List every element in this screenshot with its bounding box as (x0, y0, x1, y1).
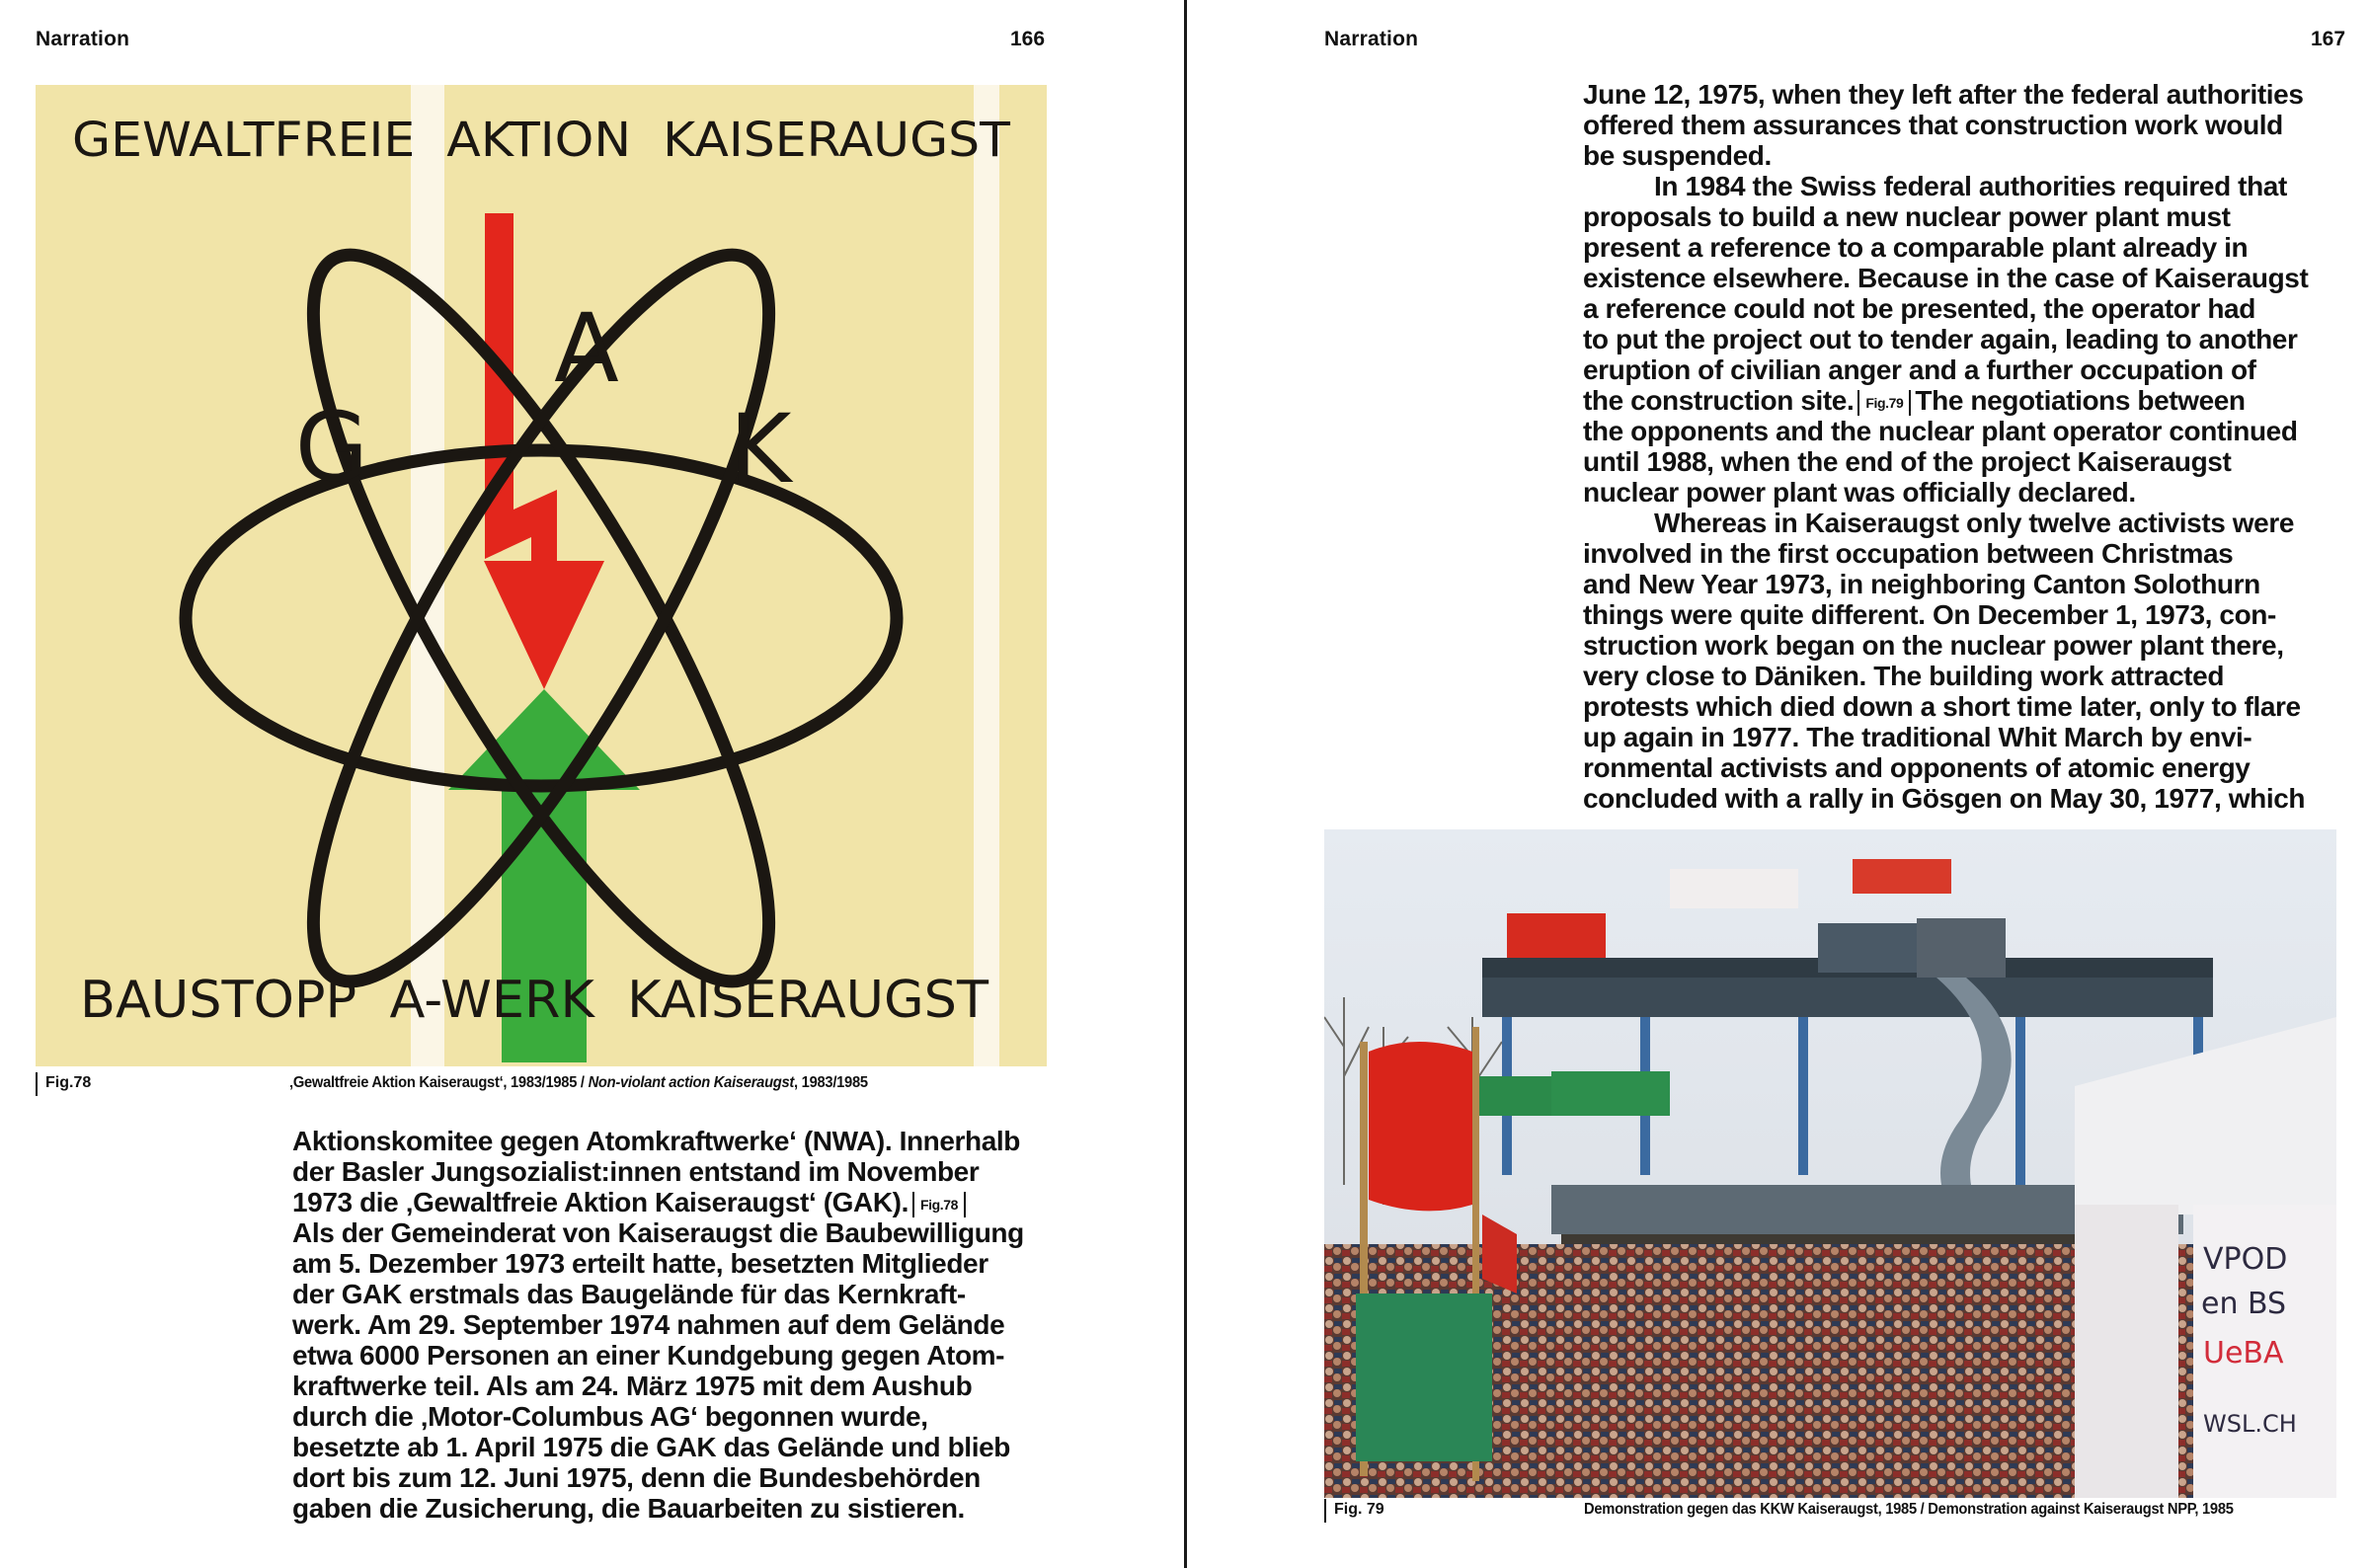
text-line: until 1988, when the end of the project Kaiseraugst (1583, 446, 2232, 477)
figure-caption: Demonstration gegen das KKW Kaiseraugst, 1985 / Demonstration against Kaiseraugst NPP, 1985 (1584, 1501, 2234, 1518)
demonstration-photo-illustration (1324, 829, 2336, 1498)
photo-banner-green-center (1551, 1071, 1670, 1116)
figure-caption (289, 1074, 868, 1092)
body-text-german (292, 1126, 1024, 1524)
text-line: to put the project out to tender again, leading to another (1583, 324, 2298, 354)
text-line: very close to Däniken. The building work attracted (1583, 661, 2225, 691)
text-line: things were quite different. On December 1, 1973, con- (1583, 599, 2276, 630)
page-number: 167 (2311, 28, 2346, 50)
text-line: 1973 die ‚Gewaltfreie Aktion Kaiseraugst‘ (GAK). Fig.78 (292, 1187, 1024, 1217)
photo-sign-text: UeBA (2203, 1336, 2284, 1371)
text-line: be suspended. (1583, 140, 1772, 171)
text-line: protests which died down a short time later, only to flare (1583, 691, 2301, 722)
text-line: nuclear power plant was officially declared. (1583, 477, 2136, 508)
text-line: werk. Am 29. September 1974 nahmen auf dem Gelände (292, 1309, 1005, 1340)
caption-english-date: , 1983/1985 (794, 1074, 868, 1091)
text-line: etwa 6000 Personen an einer Kundgebung gegen Atom- (292, 1340, 1005, 1371)
text-line: Aktionskomitee gegen Atomkraftwerke‘ (NWA). Innerhalb (292, 1126, 1021, 1156)
running-head: Narration (36, 28, 130, 50)
photo-banner-red-top (1853, 859, 1951, 894)
text-line: struction work began on the nuclear power plant there, (1583, 630, 2284, 661)
text-line: June 12, 1975, when they left after the federal authorities (1583, 79, 2304, 110)
body-text-english (1583, 79, 2308, 814)
text-line: gaben die Zusicherung, die Bauarbeiten zu sistieren. (292, 1493, 965, 1524)
text-line: proposals to build a new nuclear power plant must (1583, 201, 2231, 232)
text-line: durch die ‚Motor-Columbus AG‘ begonnen wurde, (292, 1401, 928, 1432)
text-line: In 1984 the Swiss federal authorities required that (1654, 171, 2287, 201)
text-line: eruption of civilian anger and a further occupation of (1583, 354, 2256, 385)
figure-reference-link[interactable]: Fig.79 (1857, 390, 1911, 416)
caption-english: Non-violant action Kaiseraugst (588, 1074, 795, 1091)
text-line: der Basler Jungsozialist:innen entstand im November (292, 1156, 980, 1187)
text-line: the construction site. Fig.79 The negotiations between (1583, 385, 2246, 416)
poster-letter-k: K (729, 394, 792, 505)
poster-stripe-right (974, 85, 999, 1066)
text-line: ronmental activists and opponents of atomic energy (1583, 752, 2251, 783)
poster-letter-g: G (294, 392, 369, 503)
photo-banner-white-roof (1670, 869, 1798, 908)
photo-green-flag (1356, 1294, 1492, 1461)
text-line: and New Year 1973, in neighboring Canton Solothurn (1583, 569, 2260, 599)
text-line: offered them assurances that construction work would (1583, 110, 2283, 140)
text-line: dort bis zum 12. Juni 1975, denn die Bundesbehörden (292, 1462, 981, 1493)
photo-sign-text: en BS (2201, 1287, 2287, 1321)
text-line: besetzte ab 1. April 1975 die GAK das Gelände und blieb (292, 1432, 1010, 1462)
text-line: Als der Gemeinderat von Kaiseraugst die Baubewilligung (292, 1217, 1024, 1248)
photo-sign-text: VPOD (2203, 1242, 2288, 1277)
text-line: concluded with a rally in Gösgen on May 30, 1977, which (1583, 783, 2306, 814)
text-line: up again in 1977. The traditional Whit March by envi- (1583, 722, 2252, 752)
page-number: 166 (1010, 28, 1046, 50)
gak-poster-image (36, 85, 1047, 1066)
text-line: the opponents and the nuclear plant operator continued (1583, 416, 2298, 446)
poster-top-text: GEWALTFREIE AKTION KAISERAUGST (72, 113, 1011, 168)
gak-poster-artwork (36, 85, 1047, 1066)
caption-german: ‚Gewaltfreie Aktion Kaiseraugst‘, 1983/1985 / (289, 1074, 589, 1091)
photo-red-flag (1369, 1042, 1472, 1211)
text-line: Whereas in Kaiseraugst only twelve activists were (1654, 508, 2295, 538)
text-line: present a reference to a comparable plant already in (1583, 232, 2249, 263)
poster-bottom-text: BAUSTOPP A-WERK KAISERAUGST (80, 971, 989, 1030)
figure-label: Fig.78 (36, 1072, 91, 1096)
poster-letter-a: A (554, 293, 619, 404)
text-line: der GAK erstmals das Baugelände für das Kernkraft- (292, 1279, 966, 1309)
photo-sign-text: WSL.CH (2203, 1410, 2297, 1438)
text-line: existence elsewhere. Because in the case of Kaiseraugst (1583, 263, 2309, 293)
demonstration-photo (1324, 829, 2336, 1498)
text-line: involved in the first occupation between Christmas (1583, 538, 2234, 569)
photo-painted-sheet (2075, 1205, 2178, 1498)
running-head: Narration (1324, 28, 1419, 50)
figure-reference-link[interactable]: Fig.78 (912, 1192, 966, 1217)
text-line: a reference could not be presented, the operator had (1583, 293, 2255, 324)
figure-label: Fig. 79 (1324, 1499, 1384, 1523)
text-line: kraftwerke teil. Als am 24. März 1975 mit dem Aushub (292, 1371, 973, 1401)
photo-banner-red-roof (1507, 913, 1606, 958)
text-line: am 5. Dezember 1973 erteilt hatte, besetzten Mitglieder (292, 1248, 988, 1279)
